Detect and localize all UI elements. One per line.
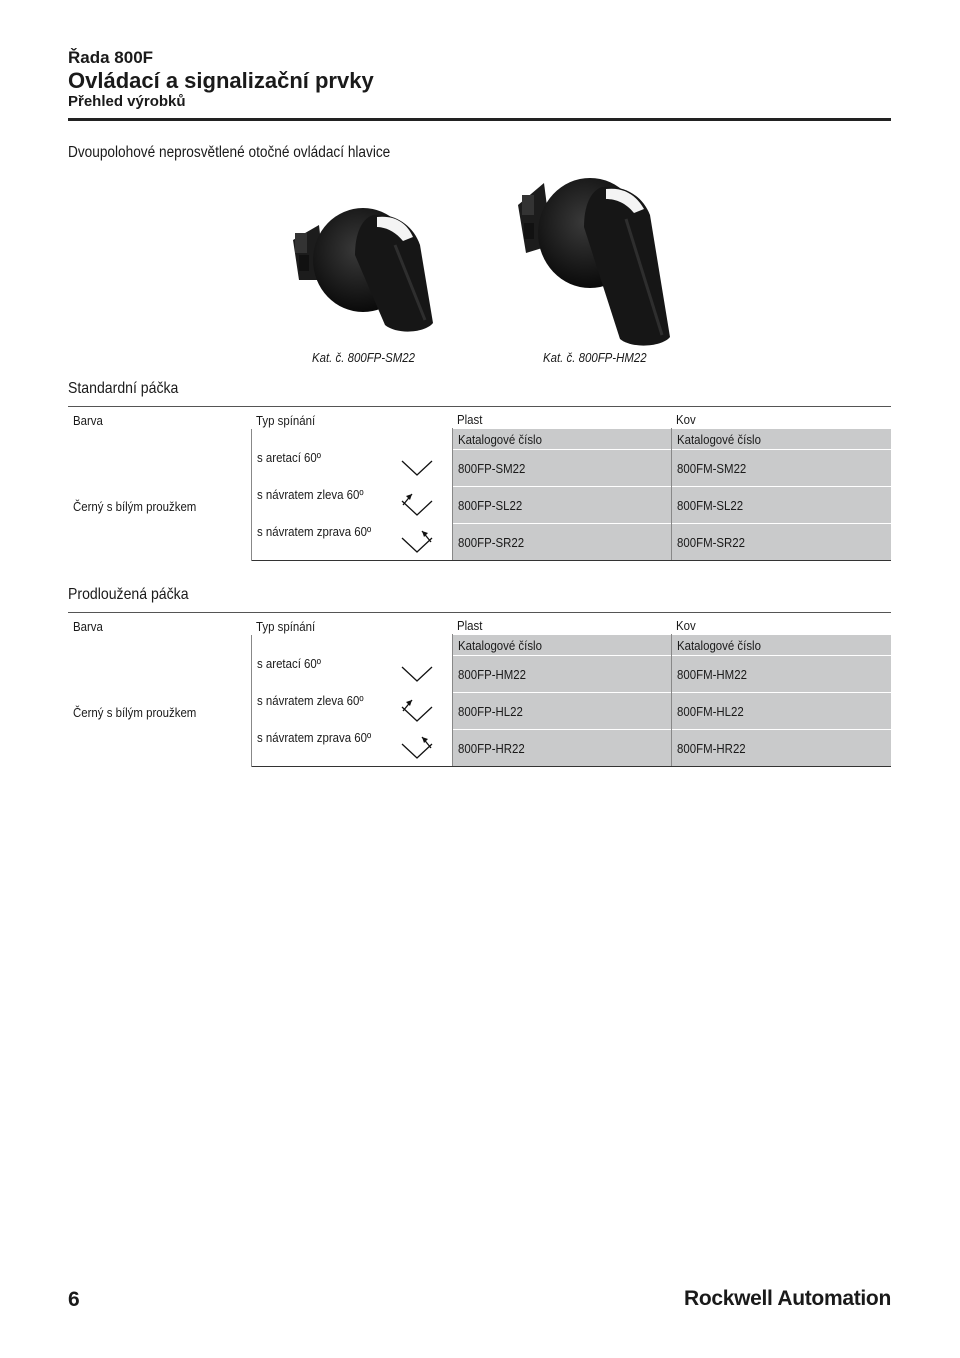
switching-type: s návratem zprava 60º bbox=[256, 729, 371, 745]
metal-catalog-number: 800FM-SR22 bbox=[671, 524, 891, 561]
col-header-typ: Typ spínání bbox=[251, 407, 452, 429]
photo-caption-1: Kat. č. 800FP-SM22 bbox=[312, 350, 416, 365]
rotary-knob-extended-photo bbox=[512, 165, 682, 350]
col-header-plast: Plast bbox=[452, 613, 671, 635]
col-header-barva: Barva bbox=[68, 407, 251, 429]
metal-catalog-number: 800FM-HL22 bbox=[671, 693, 891, 730]
color-cell: Černý s bílým proužkem bbox=[68, 635, 251, 767]
switching-type: s návratem zleva 60º bbox=[256, 692, 364, 708]
col-header-barva: Barva bbox=[68, 613, 251, 635]
metal-catalog-number: 800FM-SL22 bbox=[671, 487, 891, 524]
spring-return-right-symbol-icon bbox=[400, 529, 434, 555]
plastic-catalog-number: 800FP-HR22 bbox=[452, 730, 671, 767]
switching-type: s aretací 60º bbox=[256, 449, 321, 465]
maintained-symbol-icon bbox=[400, 458, 434, 478]
metal-catalog-number: 800FM-HR22 bbox=[671, 730, 891, 767]
spring-return-left-symbol-icon bbox=[400, 492, 434, 518]
color-cell: Černý s bílým proužkem bbox=[68, 429, 251, 561]
metal-catalog-number: 800FM-HM22 bbox=[671, 656, 891, 693]
col-header-typ: Typ spínání bbox=[251, 613, 452, 635]
table-section-title: Prodloužená páčka bbox=[68, 586, 189, 603]
plastic-catalog-number: 800FP-SR22 bbox=[452, 524, 671, 561]
header-rule bbox=[68, 118, 891, 121]
series-label: Řada 800F bbox=[68, 48, 154, 67]
plastic-catalog-number: 800FP-SL22 bbox=[452, 487, 671, 524]
rotary-knob-standard-photo bbox=[285, 185, 445, 335]
switching-type: s návratem zleva 60º bbox=[256, 486, 364, 502]
switching-type: s aretací 60º bbox=[256, 655, 321, 671]
maintained-symbol-icon bbox=[400, 664, 434, 684]
plastic-catalog-number: 800FP-HM22 bbox=[452, 656, 671, 693]
col-header-plast: Plast bbox=[452, 407, 671, 429]
col-subheader-plast: Katalogové číslo bbox=[452, 429, 671, 450]
photo-caption-2: Kat. č. 800FP-HM22 bbox=[543, 350, 647, 365]
plastic-catalog-number: 800FP-HL22 bbox=[452, 693, 671, 730]
brand-logo-text: Rockwell Automation bbox=[683, 1287, 891, 1310]
col-subheader-kov: Katalogové číslo bbox=[671, 429, 891, 450]
col-header-kov: Kov bbox=[671, 407, 891, 429]
switching-type: s návratem zprava 60º bbox=[256, 523, 371, 539]
col-subheader-kov: Katalogové číslo bbox=[671, 635, 891, 656]
page-number: 6 bbox=[68, 1288, 80, 1311]
metal-catalog-number: 800FM-SM22 bbox=[671, 450, 891, 487]
catalog-table-extended bbox=[68, 612, 891, 767]
page-title: Ovládací a signalizační prvky bbox=[68, 68, 374, 93]
section-heading: Dvoupolohové neprosvětlené otočné ovládací hlavice bbox=[68, 144, 391, 161]
table-section-title: Standardní páčka bbox=[68, 380, 179, 397]
col-header-kov: Kov bbox=[671, 613, 891, 635]
col-subheader-plast: Katalogové číslo bbox=[452, 635, 671, 656]
spring-return-left-symbol-icon bbox=[400, 698, 434, 724]
plastic-catalog-number: 800FP-SM22 bbox=[452, 450, 671, 487]
catalog-table-standard bbox=[68, 406, 891, 561]
page-subtitle: Přehled výrobků bbox=[68, 93, 186, 110]
spring-return-right-symbol-icon bbox=[400, 735, 434, 761]
